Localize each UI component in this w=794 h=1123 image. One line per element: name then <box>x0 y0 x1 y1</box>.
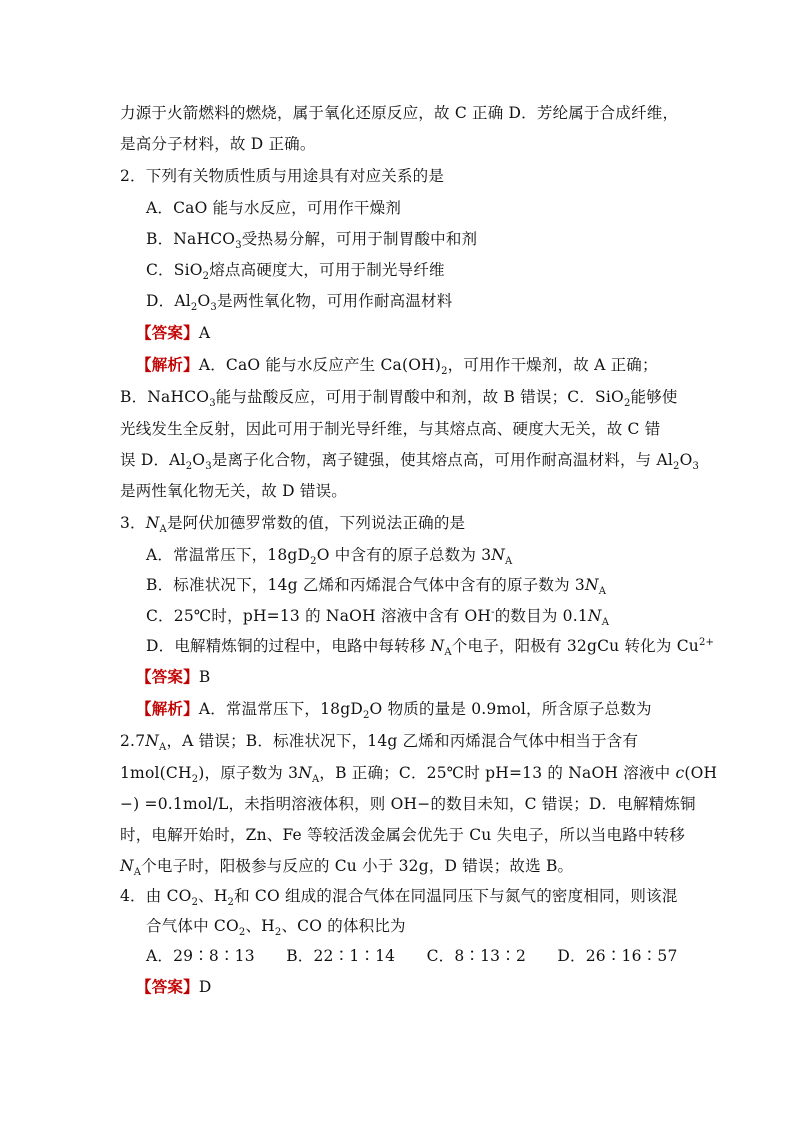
q4-stem-line-2: 合气体中 $CO_2$、$H_2$、CO 的体积比为 <box>146 917 406 939</box>
q3-option-d: D．电解精炼铜的过程中，电路中每转移 $N_A$个电子，阳极有 32gCu 转化为 $Cu^{2+}$ <box>146 636 715 659</box>
q4-answer: 【答案】D <box>136 977 212 996</box>
q3-option-c: C．25℃时，pH=13 的 NaOH 溶液中含有 OH-的数目为 $0.1N_A$ <box>146 606 610 629</box>
prev-analysis-line-2: 是高分子材料，故 D 正确。 <box>120 135 316 153</box>
q3-analysis-line-5: 时，电解开始时，Zn、Fe 等较活泼金属会优先于 Cu 失电子，所以当电路中转移 <box>120 826 685 844</box>
q3-analysis-line-4: −) =0.1mol/L，未指明溶液体积，则 OH−的数目未知，C 错误；D．电解精炼铜 <box>120 795 696 813</box>
q3-analysis-line-6: $N_A$个电子时，阳极参与反应的 Cu 小于 32g，D 错误；故选 B。 <box>120 857 574 879</box>
answer-tag: 【答案】 <box>136 667 199 686</box>
q3-analysis-line-1: 【解析】A．常温常压下，$18gD_2O$ 物质的量是 0.9mol，所含原子总数为 <box>136 699 652 722</box>
q2-analysis-line-4: 误 D．$Al_2O_3$是离子化合物，离子键强，使其熔点高，可用作耐高温材料，与 $Al_2O_3$ <box>120 451 700 473</box>
answer-tag: 【答案】 <box>136 977 199 996</box>
q3-analysis-line-2: $2.7N_A$，A 错误；B．标准状况下，14g 乙烯和丙烯混合气体中相当于含有 <box>120 732 639 754</box>
q2-option-d: D．$Al_2O_3$是两性氧化物，可用作耐高温材料 <box>146 292 453 314</box>
q2-analysis-line-1: 【解析】A．CaO 能与水反应产生 $Ca(OH)_2$，可用作干燥剂，故 A 正确； <box>136 355 658 378</box>
q2-option-b: B．NaHCO$_3$受热易分解，可用于制胃酸中和剂 <box>146 230 478 252</box>
q2-answer: 【答案】A <box>136 323 211 342</box>
q2-option-c: C．SiO$_2$熔点高硬度大，可用于制光导纤维 <box>146 261 445 283</box>
q3-answer: 【答案】B <box>136 667 211 686</box>
q2-analysis-line-5: 是两性氧化物无关，故 D 错误。 <box>120 482 347 500</box>
q3-analysis-line-3: $1mol(CH_2)$，原子数为 $3N_A$，B 正确；C．25℃时 pH=13 的 NaOH 溶液中 c(OH <box>120 764 718 786</box>
q2-option-a: A．CaO 能与水反应，可用作干燥剂 <box>146 199 402 217</box>
q3-stem: 3．$N_A$是阿伏加德罗常数的值，下列说法正确的是 <box>120 514 466 536</box>
prev-analysis-line-1: 力源于火箭燃料的燃烧，属于氧化还原反应，故 C 正确 D．芳纶属于合成纤维， <box>120 104 679 122</box>
q4-options: A．29∶8∶13 B．22∶1∶14 C．8∶13∶2 D．26∶16∶57 <box>146 947 678 965</box>
analysis-tag: 【解析】 <box>136 355 199 374</box>
q3-option-a: A．常温常压下，$18gD_2O$ 中含有的原子总数为 $3N_A$ <box>146 546 513 568</box>
q2-stem: 2．下列有关物质性质与用途具有对应关系的是 <box>120 167 445 185</box>
q2-analysis-line-2: B．NaHCO$_3$能与盐酸反应，可用于制胃酸中和剂，故 B 错误；C．SiO$_2$能够使 <box>120 388 678 410</box>
analysis-tag: 【解析】 <box>136 699 199 718</box>
q2-analysis-line-3: 光线发生全反射，因此可用于制光导纤维，与其熔点高、硬度大无关，故 C 错 <box>120 420 661 438</box>
answer-tag: 【答案】 <box>136 323 199 342</box>
q3-option-b: B．标准状况下，14g 乙烯和丙烯混合气体中含有的原子数为 $3N_A$ <box>146 576 607 598</box>
q4-stem-line-1: 4．由 $CO_2$、$H_2$和 CO 组成的混合气体在同温同压下与氮气的密度相同，则该混 <box>120 887 678 909</box>
